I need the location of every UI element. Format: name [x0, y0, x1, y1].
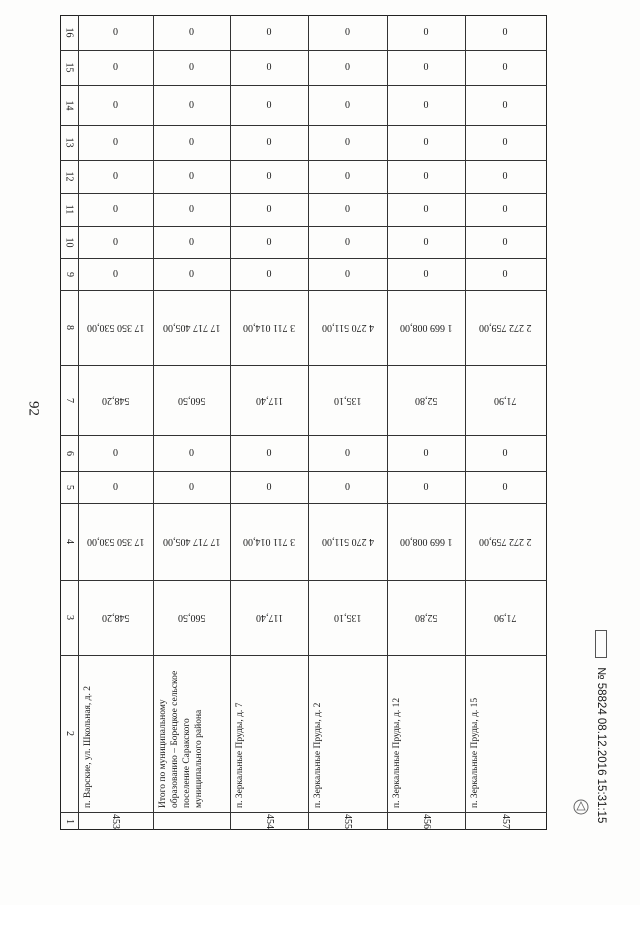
zero-cell: 0 [345, 204, 350, 215]
zero-cell: 0 [113, 99, 118, 111]
zero-cell: 0 [113, 27, 118, 38]
zero-cell: 0 [345, 268, 350, 280]
value-cell: 117,40 [255, 394, 283, 406]
grid-line [60, 655, 547, 656]
zero-cell: 0 [423, 268, 429, 280]
zero-cell: 0 [345, 236, 350, 248]
grid-line [60, 471, 547, 472]
zero-cell: 0 [423, 171, 429, 182]
value-cell: 560,50 [177, 612, 205, 623]
column-number: 11 [63, 204, 75, 215]
row-name: п. Зеркальные Пруды, д. 15 [470, 697, 480, 808]
column-number: 16 [63, 27, 75, 38]
column-number: 4 [63, 539, 75, 544]
zero-cell: 0 [423, 236, 429, 248]
zero-cell: 0 [113, 62, 118, 73]
zero-cell: 0 [345, 481, 350, 493]
zero-cell: 0 [189, 204, 194, 215]
grid-line [60, 290, 547, 291]
stamp-logo-icon [595, 630, 607, 658]
grid-line [465, 15, 466, 830]
zero-cell: 0 [423, 62, 429, 73]
value-cell: 1 669 008,00 [399, 322, 452, 333]
grid-line [308, 15, 309, 830]
zero-cell: 0 [502, 99, 508, 111]
column-number: 15 [63, 62, 75, 73]
page-number: 92 [25, 401, 42, 416]
zero-cell: 0 [423, 99, 429, 111]
grid-line [387, 15, 388, 830]
value-cell: 4 270 511,00 [321, 536, 374, 547]
grid-line [60, 258, 547, 259]
value-cell: 2 272 759,00 [478, 536, 531, 547]
value-cell: 2 272 759,00 [478, 322, 531, 333]
zero-cell: 0 [266, 27, 272, 38]
zero-cell: 0 [502, 137, 508, 148]
zero-cell: 0 [189, 27, 194, 38]
zero-cell: 0 [502, 62, 508, 73]
zero-cell: 0 [423, 137, 429, 148]
grid-line [60, 812, 547, 813]
zero-cell: 0 [502, 236, 508, 248]
value-cell: 17 350 530,00 [86, 536, 144, 547]
value-cell: 17 717 405,00 [162, 322, 220, 333]
row-name: Итого по муниципальному образованию – Борецкое сельское поселение Саракского муниципального района [158, 670, 204, 808]
zero-cell: 0 [266, 171, 272, 182]
zero-cell: 0 [423, 27, 429, 38]
zero-cell: 0 [113, 204, 118, 215]
column-number: 8 [63, 325, 75, 330]
zero-cell: 0 [266, 204, 272, 215]
zero-cell: 0 [423, 447, 429, 459]
zero-cell: 0 [502, 268, 508, 280]
column-number: 2 [63, 731, 75, 736]
zero-cell: 0 [189, 99, 194, 111]
row-name: п. Зеркальные Пруды, д. 7 [235, 702, 245, 808]
zero-cell: 0 [502, 447, 508, 459]
zero-cell: 0 [266, 62, 272, 73]
zero-cell: 0 [345, 62, 350, 73]
value-cell: 52,80 [414, 612, 437, 623]
value-cell: 71,90 [493, 394, 516, 406]
data-table [60, 15, 547, 830]
zero-cell: 0 [189, 481, 194, 493]
column-number: 3 [63, 615, 75, 620]
zero-cell: 0 [113, 268, 118, 280]
column-number: 5 [63, 484, 75, 490]
row-name: п. Варские, ул. Школьная, д. 2 [83, 685, 93, 808]
column-number: 13 [63, 137, 75, 148]
zero-cell: 0 [345, 137, 350, 148]
zero-cell: 0 [423, 204, 429, 215]
value-cell: 135,10 [333, 394, 361, 406]
zero-cell: 0 [266, 268, 272, 280]
zero-cell: 0 [266, 447, 272, 459]
zero-cell: 0 [345, 447, 350, 459]
value-cell: 4 270 511,00 [321, 322, 374, 333]
zero-cell: 0 [189, 171, 194, 182]
value-cell: 135,10 [333, 612, 361, 623]
zero-cell: 0 [266, 137, 272, 148]
grid-line [153, 15, 154, 830]
zero-cell: 0 [189, 62, 194, 73]
zero-cell: 0 [502, 204, 508, 215]
grid-line [60, 365, 547, 366]
zero-cell: 0 [113, 171, 118, 182]
zero-cell: 0 [189, 137, 194, 148]
zero-cell: 0 [266, 99, 272, 111]
zero-cell: 0 [189, 447, 194, 459]
grid-line [60, 226, 547, 227]
zero-cell: 0 [502, 481, 508, 493]
row-id: 456 [420, 813, 432, 829]
grid-line [78, 15, 79, 830]
registration-stamp [591, 630, 607, 930]
zero-cell: 0 [189, 236, 194, 248]
grid-line [60, 193, 547, 194]
zero-cell: 0 [113, 137, 118, 148]
row-id: 454 [263, 813, 275, 829]
value-cell: 548,20 [101, 394, 129, 406]
zero-cell: 0 [189, 268, 194, 280]
zero-cell: 0 [113, 447, 118, 459]
value-cell: 548,20 [101, 612, 129, 623]
zero-cell: 0 [502, 27, 508, 38]
grid-line [60, 50, 547, 51]
zero-cell: 0 [345, 27, 350, 38]
zero-cell: 0 [345, 171, 350, 182]
column-number: 1 [63, 818, 75, 824]
zero-cell: 0 [113, 481, 118, 493]
row-name: п. Зеркальные Пруды, д. 2 [313, 702, 323, 808]
value-cell: 71,90 [493, 612, 516, 623]
row-name: п. Зеркальные Пруды, д. 12 [392, 697, 402, 808]
grid-line [230, 15, 231, 830]
grid-line [60, 435, 547, 436]
column-number: 14 [63, 100, 75, 110]
row-id: 455 [342, 813, 353, 829]
value-cell: 117,40 [255, 612, 283, 623]
value-cell: 52,80 [414, 394, 437, 406]
zero-cell: 0 [266, 481, 272, 493]
zero-cell: 0 [266, 236, 272, 248]
emblem-icon [572, 798, 590, 816]
value-cell: 560,50 [177, 394, 205, 406]
zero-cell: 0 [502, 171, 508, 182]
grid-line [60, 125, 547, 126]
column-number: 10 [63, 237, 75, 247]
value-cell: 3 711 014,00 [243, 322, 296, 333]
stamp-text: № 58824 08.12.2016 15:31:15 [594, 667, 607, 824]
value-cell: 17 350 530,00 [86, 322, 144, 333]
column-number: 7 [63, 397, 75, 403]
row-id: 453 [110, 813, 121, 829]
zero-cell: 0 [345, 99, 350, 111]
column-number: 6 [63, 450, 75, 456]
grid-line [60, 503, 547, 504]
column-number: 12 [63, 171, 75, 182]
grid-line [60, 85, 547, 86]
value-cell: 3 711 014,00 [243, 536, 296, 547]
zero-cell: 0 [113, 236, 118, 248]
value-cell: 1 669 008,00 [399, 536, 452, 547]
value-cell: 17 717 405,00 [162, 536, 220, 547]
grid-line [60, 580, 547, 581]
column-number: 9 [63, 271, 75, 277]
zero-cell: 0 [423, 481, 429, 493]
grid-line [60, 160, 547, 161]
row-id: 457 [499, 813, 511, 829]
